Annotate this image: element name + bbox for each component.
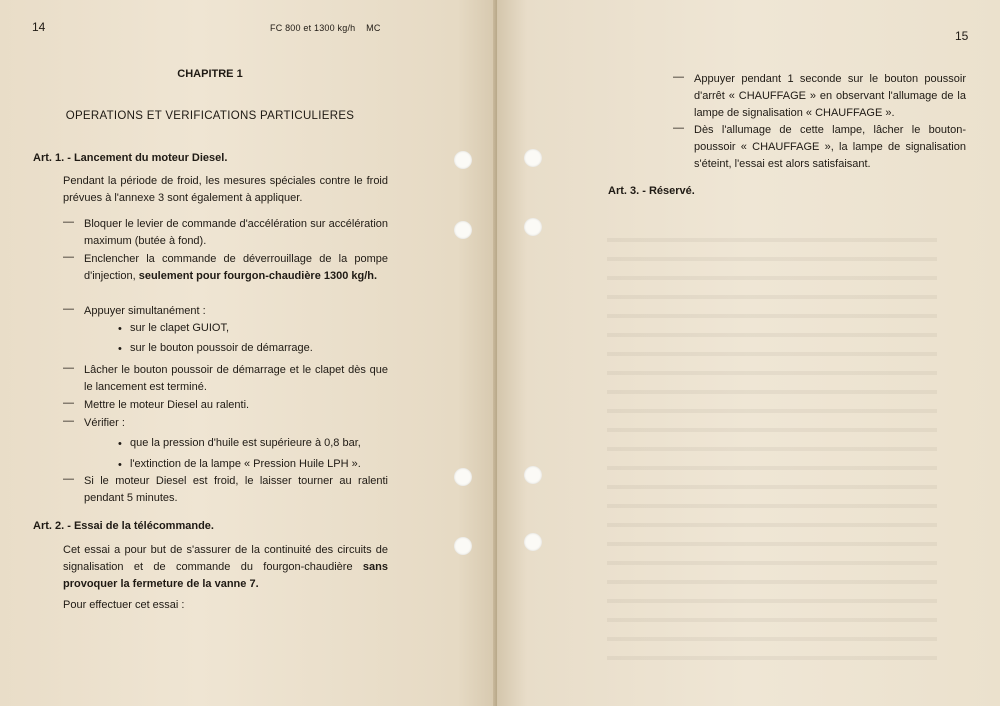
item-press-simultaneously: Appuyer simultanément : [84, 305, 206, 317]
art2-followup: Pour effectuer cet essai : [63, 599, 185, 611]
chapter-title: CHAPITRE 1 [177, 68, 243, 80]
bullet-symbol: • [118, 323, 122, 335]
binder-hole [454, 221, 472, 239]
item-release-chauffage: Dès l'allumage de cette lampe, lâcher le bouton-poussoir « CHAUFFAGE », la lampe de signalisation s'éteint, l'essai est alors satisfaisant. [694, 124, 966, 170]
item-verify: Vérifier : [84, 417, 125, 429]
dash-symbol: — [63, 415, 74, 427]
dash-symbol: — [63, 473, 74, 485]
chapter-subtitle: OPERATIONS ET VERIFICATIONS PARTICULIERES [65, 110, 355, 122]
sub-item-lamp-off: l'extinction de la lampe « Pression Huile LPH ». [130, 458, 361, 470]
binder-hole [454, 468, 472, 486]
running-header: FC 800 et 1300 kg/h MC [270, 23, 381, 33]
sub-item-guiot: sur le clapet GUIOT, [130, 322, 230, 334]
binder-hole [524, 533, 542, 551]
item-accelerator: Bloquer le levier de commande d'accélération sur accélération maximum (butée à fond). [84, 218, 388, 247]
left-page [0, 0, 497, 706]
dash-symbol: — [673, 71, 684, 83]
page-number-right: 15 [955, 29, 969, 43]
art1-heading: Art. 1. - Lancement du moteur Diesel. [33, 152, 228, 164]
binder-hole [524, 466, 542, 484]
item-release-button: Lâcher le bouton poussoir de démarrage et le clapet dès que le lancement est terminé. [84, 364, 388, 393]
binder-hole [454, 151, 472, 169]
page-number-left: 14 [32, 20, 46, 34]
art2-paragraph: Cet essai a pour but de s'assurer de la continuité des circuits de signalisation et de commande du fourgon-chaudière sans provoquer la fermeture de la vanne 7. [63, 544, 388, 590]
dash-symbol: — [63, 303, 74, 315]
item-warm-up: Si le moteur Diesel est froid, le laisser tourner au ralenti pendant 5 minutes. [84, 475, 388, 504]
dash-symbol: — [63, 362, 74, 374]
item-injection-pump: Enclencher la commande de déverrouillage de la pompe d'injection, seulement pour fourgon-chaudière 1300 kg/h. [84, 253, 388, 282]
art1-intro: Pendant la période de froid, les mesures spéciales contre le froid prévues à l'annexe 3 sont également à appliquer. [63, 175, 388, 204]
dash-symbol: — [63, 251, 74, 263]
bullet-symbol: • [118, 459, 122, 471]
sub-item-start-button: sur le bouton poussoir de démarrage. [130, 342, 313, 354]
dash-symbol: — [673, 122, 684, 134]
sub-item-oil-pressure: que la pression d'huile est supérieure à 0,8 bar, [130, 437, 361, 449]
item-idle: Mettre le moteur Diesel au ralenti. [84, 399, 250, 411]
bleed-through-texture [607, 230, 937, 660]
right-page [497, 0, 1000, 706]
art2-heading: Art. 2. - Essai de la télécommande. [33, 520, 214, 532]
dash-symbol: — [63, 397, 74, 409]
binder-hole [454, 537, 472, 555]
dash-symbol: — [63, 216, 74, 228]
item-press-stop: Appuyer pendant 1 seconde sur le bouton poussoir d'arrêt « CHAUFFAGE » en observant l'allumage de la lampe de signalisation « CHAUFFAGE ». [694, 73, 966, 119]
binder-hole [524, 149, 542, 167]
bullet-symbol: • [118, 438, 122, 450]
bullet-symbol: • [118, 343, 122, 355]
art3-heading: Art. 3. - Réservé. [608, 185, 695, 197]
binder-hole [524, 218, 542, 236]
